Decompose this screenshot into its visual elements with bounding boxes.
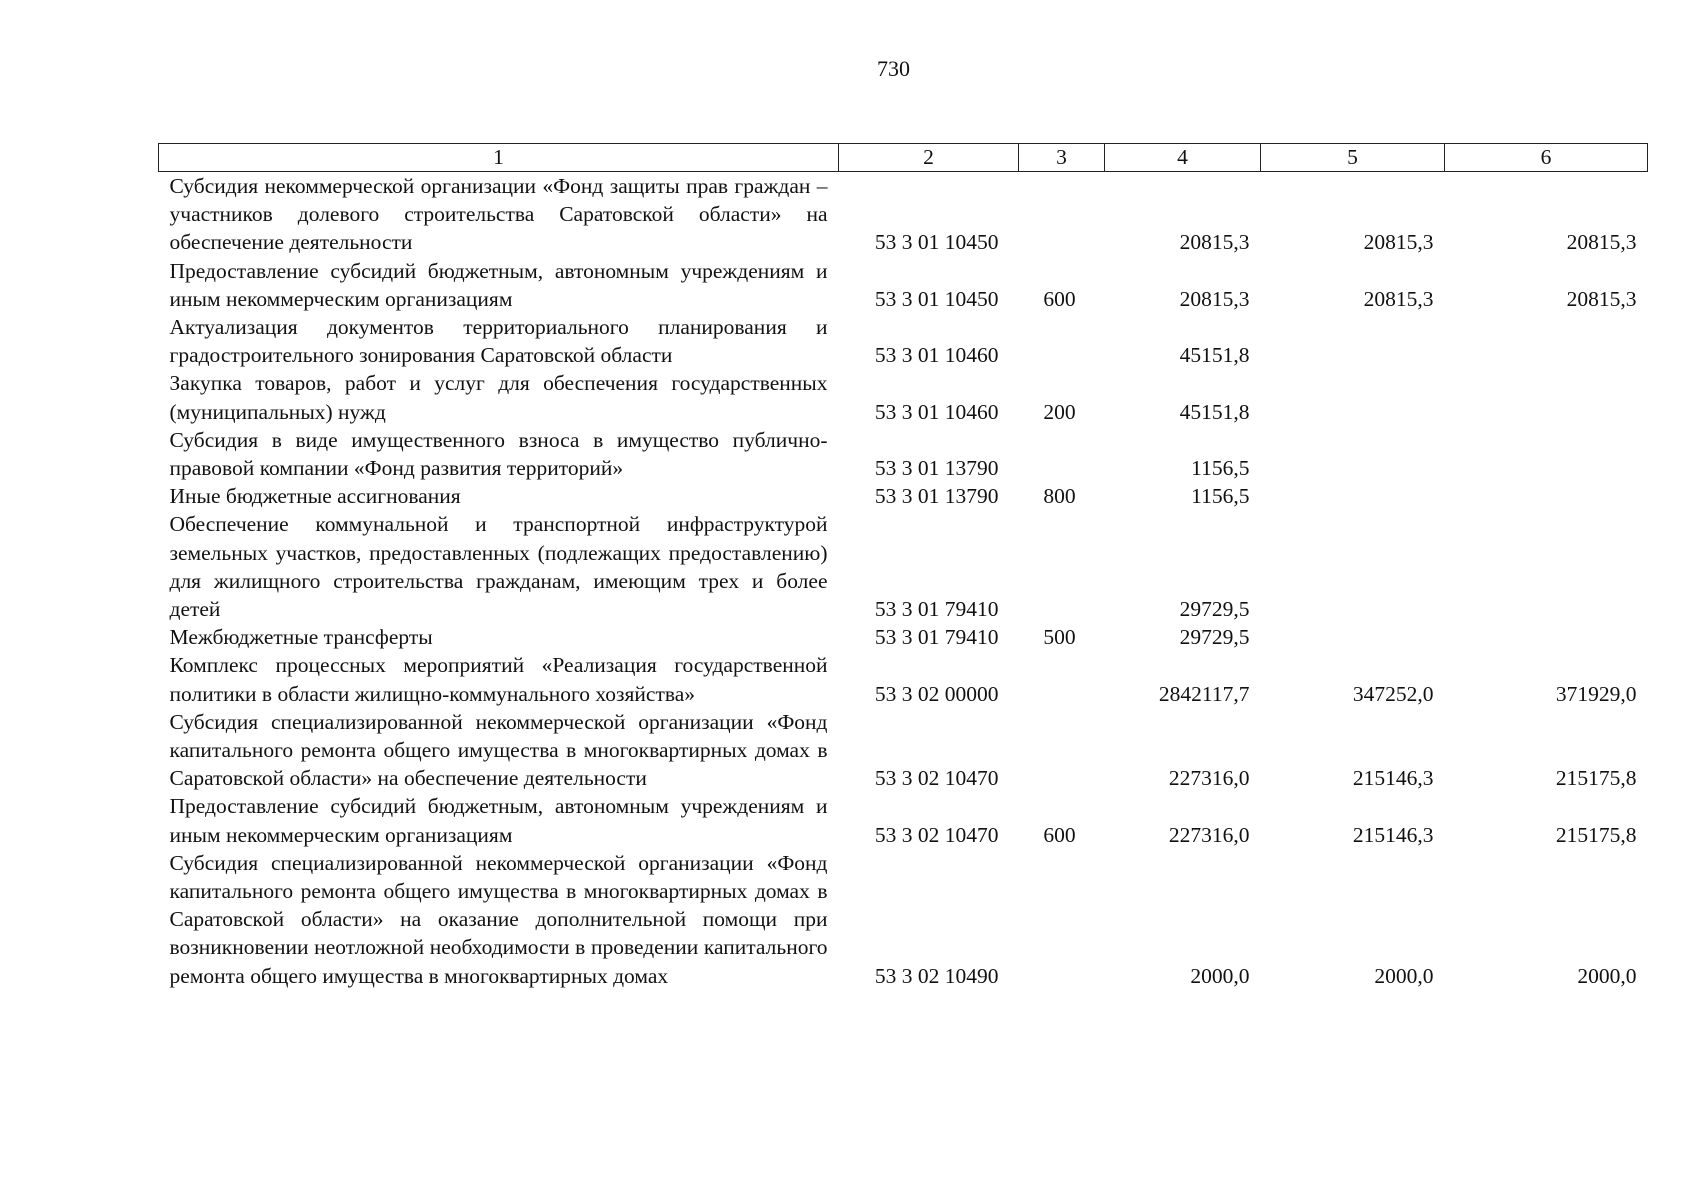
row-value-2-cell [1261, 482, 1445, 510]
table-row [159, 426, 1648, 482]
column-header-6: 6 [1445, 144, 1648, 172]
table-header [159, 144, 1648, 172]
table-row [159, 313, 1648, 369]
row-code-cell: 53 3 02 10490 [874, 963, 999, 988]
budget-table [158, 143, 1648, 990]
row-type-cell [1019, 708, 1105, 793]
row-type-cell [1019, 313, 1105, 369]
row-type-cell: 600 [1043, 286, 1076, 311]
row-value-3-cell [1445, 426, 1648, 482]
row-name-cell: Межбюджетные трансферты [169, 625, 433, 650]
column-header-2: 2 [839, 144, 1019, 172]
table-row [159, 172, 1648, 257]
row-value-3-cell [1445, 482, 1648, 510]
row-type-cell [1019, 172, 1105, 257]
row-value-2-cell [1261, 510, 1445, 623]
row-value-3-cell [1445, 369, 1648, 425]
row-name-cell: Иные бюджетные ассигнования [169, 484, 461, 509]
row-name-cell: Предоставление субсидий бюджетным, автономным учреждениям и иным некоммерческим организациям [169, 794, 828, 847]
page-number: 730 [877, 56, 910, 81]
row-type-cell: 600 [1043, 822, 1076, 847]
row-code-cell: 53 3 01 10450 [874, 286, 999, 311]
row-value-2-cell: 20815,3 [1363, 230, 1434, 255]
row-value-1-cell: 45151,8 [1179, 343, 1250, 368]
row-code-cell: 53 3 02 10470 [874, 766, 999, 791]
row-name-cell: Обеспечение коммунальной и транспортной инфраструктурой земельных участков, предоставленных (подлежащих предоставлению) для жилищного строительства гражданам, имеющим трех и более детей [169, 512, 828, 622]
table-row [159, 708, 1648, 793]
row-value-2-cell [1261, 369, 1445, 425]
row-name-cell: Предоставление субсидий бюджетным, автономным учреждениям и иным некоммерческим организациям [169, 258, 828, 311]
row-type-cell [1019, 651, 1105, 707]
row-value-3-cell: 371929,0 [1555, 681, 1637, 706]
row-code-cell: 53 3 02 10470 [874, 822, 999, 847]
row-type-cell: 800 [1043, 484, 1076, 509]
row-type-cell [1019, 510, 1105, 623]
row-code-cell: 53 3 01 10460 [874, 399, 999, 424]
column-header-4: 4 [1105, 144, 1261, 172]
row-code-cell: 53 3 02 00000 [874, 681, 999, 706]
row-value-1-cell: 227316,0 [1168, 766, 1250, 791]
row-value-1-cell: 227316,0 [1168, 822, 1250, 847]
table-body [159, 172, 1648, 990]
row-type-cell [1019, 426, 1105, 482]
row-value-2-cell: 215146,3 [1352, 766, 1434, 791]
row-name-cell: Субсидия некоммерческой организации «Фонд защиты прав граждан – участников долевого строительства Саратовской области» на обеспечение деятельности [169, 174, 828, 255]
row-value-3-cell [1445, 313, 1648, 369]
row-name-cell: Субсидия в виде имущественного взноса в имущество публично-правовой компании «Фонд развития территорий» [169, 427, 828, 481]
row-value-2-cell: 2000,0 [1374, 963, 1434, 988]
row-value-3-cell [1445, 623, 1648, 651]
row-value-1-cell: 2000,0 [1190, 963, 1250, 988]
row-value-3-cell [1445, 510, 1648, 623]
row-code-cell: 53 3 01 10450 [874, 230, 999, 255]
table-row [159, 482, 1648, 510]
row-value-1-cell: 1156,5 [1191, 456, 1250, 481]
table-row [159, 792, 1648, 848]
row-value-3-cell: 20815,3 [1566, 230, 1637, 255]
row-name-cell: Актуализация документов территориального планирования и градостроительного зонирования Саратовской области [169, 315, 828, 368]
row-value-1-cell: 20815,3 [1179, 286, 1250, 311]
table-row [159, 849, 1648, 990]
table-row [159, 651, 1648, 707]
row-type-cell: 200 [1043, 399, 1076, 424]
row-value-1-cell: 45151,8 [1179, 399, 1250, 424]
row-type-cell: 500 [1043, 625, 1076, 650]
row-name-cell: Комплекс процессных мероприятий «Реализация государственной политики в области жилищно-коммунального хозяйства» [169, 653, 828, 706]
row-value-1-cell: 2842117,7 [1158, 681, 1250, 706]
row-value-1-cell: 20815,3 [1179, 230, 1250, 255]
row-value-2-cell: 347252,0 [1352, 681, 1434, 706]
row-value-3-cell: 2000,0 [1577, 963, 1637, 988]
row-name-cell: Субсидия специализированной некоммерческой организации «Фонд капитального ремонта общего имущества в многоквартирных домах в Саратовской области» на оказание дополнительной помощи при возникновении неотложной необходимости в проведении капитального ремонта общего имущества в многоквартирных домах [169, 850, 828, 988]
row-code-cell: 53 3 01 13790 [874, 456, 999, 481]
column-header-1: 1 [159, 144, 839, 172]
row-name-cell: Субсидия специализированной некоммерческой организации «Фонд капитального ремонта общего имущества в многоквартирных домах в Саратовской области» на обеспечение деятельности [169, 709, 828, 791]
row-value-3-cell: 20815,3 [1566, 286, 1637, 311]
row-value-1-cell: 1156,5 [1191, 484, 1250, 509]
row-code-cell: 53 3 01 79410 [874, 625, 999, 650]
column-header-3: 3 [1019, 144, 1105, 172]
table-row [159, 369, 1648, 425]
table-row [159, 510, 1648, 623]
row-value-3-cell: 215175,8 [1555, 766, 1637, 791]
row-code-cell: 53 3 01 10460 [874, 343, 999, 368]
table-row [159, 623, 1648, 651]
table-row [159, 257, 1648, 313]
row-value-2-cell [1261, 426, 1445, 482]
row-value-2-cell [1261, 313, 1445, 369]
row-value-2-cell [1261, 623, 1445, 651]
column-header-5: 5 [1261, 144, 1445, 172]
row-value-2-cell: 215146,3 [1352, 822, 1434, 847]
row-type-cell [1019, 849, 1105, 990]
row-name-cell: Закупка товаров, работ и услуг для обеспечения государственных (муниципальных) нужд [169, 371, 828, 424]
row-code-cell: 53 3 01 13790 [874, 484, 999, 509]
row-code-cell: 53 3 01 79410 [874, 597, 999, 622]
row-value-1-cell: 29729,5 [1179, 625, 1250, 650]
row-value-3-cell: 215175,8 [1555, 822, 1637, 847]
row-value-1-cell: 29729,5 [1179, 597, 1250, 622]
row-value-2-cell: 20815,3 [1363, 286, 1434, 311]
